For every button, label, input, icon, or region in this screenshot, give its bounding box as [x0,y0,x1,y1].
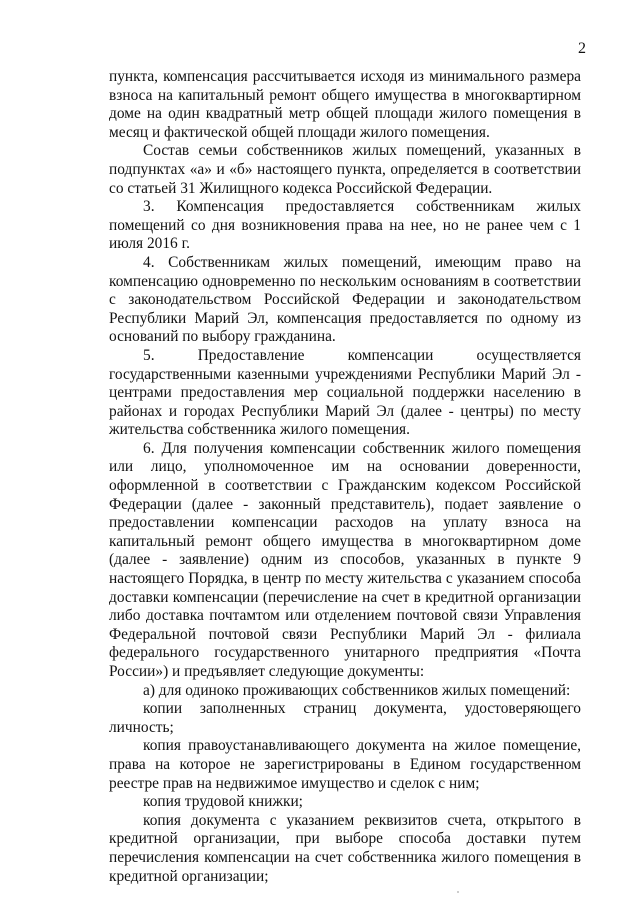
paragraph-item-3: 3. Компенсация предоставляется собственникам жилых помещений со дня возникновения права на нее, но не ранее чем с 1 июля 2016 г. [109,198,581,253]
document-body [109,68,581,886]
paragraph-family-composition: Состав семьи собственников жилых помещений, указанных в подпунктах «а» и «б» настоящего пункта, определяется в соответствии со статьей 31 Жилищного кодекса Российской Федерации. [109,142,581,197]
paragraph-continuation: пункта, компенсация рассчитывается исходя из минимального размера взноса на капитальный ремонт общего имущества в многоквартирном доме на один квадратный метр общей площади жилого помещения в месяц и фактической общей площади жилого помещения. [109,68,581,141]
paragraph-item-5: 5. Предоставление компенсации осуществляется государственными казенными учреждениями Республики Марий Эл - центрами предоставления мер социальной поддержки населению в районах и городах Республики Марий Эл (далее - центры) по месту жительства собственника жилого помещения. [109,346,581,439]
paragraph-subitem-a: а) для одиноко проживающих собственников жилых помещений: [143,681,571,699]
paragraph-title-docs: копия правоустанавливающего документа на жилое помещение, права на которое не зарегистрированы в Едином государственном реестре прав на недвижимое имущество и сделок с ним; [109,737,581,792]
paragraph-item-6: 6. Для получения компенсации собственник жилого помещения или лицо, уполномоченное им на основании доверенности, оформленной в соответствии с Гражданским кодексом Российской Федерации (далее - законный представитель), подает заявление о предоставлении компенсации расходов на уплату взноса на капитальный ремонт общего имущества в многоквартирном доме (далее - заявление) одним из способов, указанных в пункте 9 настоящего Порядка, в центр по месту жительства с указанием способа доставки компенсации (перечисление на счет в кредитной организации либо доставка почтамтом или отделением почтовой связи Управления Федеральной почтовой связи Республики Марий Эл - филиала федерального государственного унитарного предприятия «Почта России») и предъявляет следующие документы: [109,439,581,680]
paragraph-bank-details: копия документа с указанием реквизитов счета, открытого в кредитной организации, при выборе способа доставки путем перечисления компенсации на счет собственника жилого помещения в кредитной организации; [109,811,581,885]
page-number: 2 [578,40,586,57]
paragraph-employment-book: копия трудовой книжки; [143,793,303,811]
scan-artifact-dot [457,891,459,893]
paragraph-identity-docs: копии заполненных страниц документа, удостоверяющего личность; [109,700,581,736]
paragraph-item-4: 4. Собственникам жилых помещений, имеющим право на компенсацию одновременно по нескольким основаниям в соответствии с законодательством Российской Федерации и законодательством Республики Марий Эл, компенсация предоставляется по одному из оснований по выбору гражданина. [109,253,581,346]
